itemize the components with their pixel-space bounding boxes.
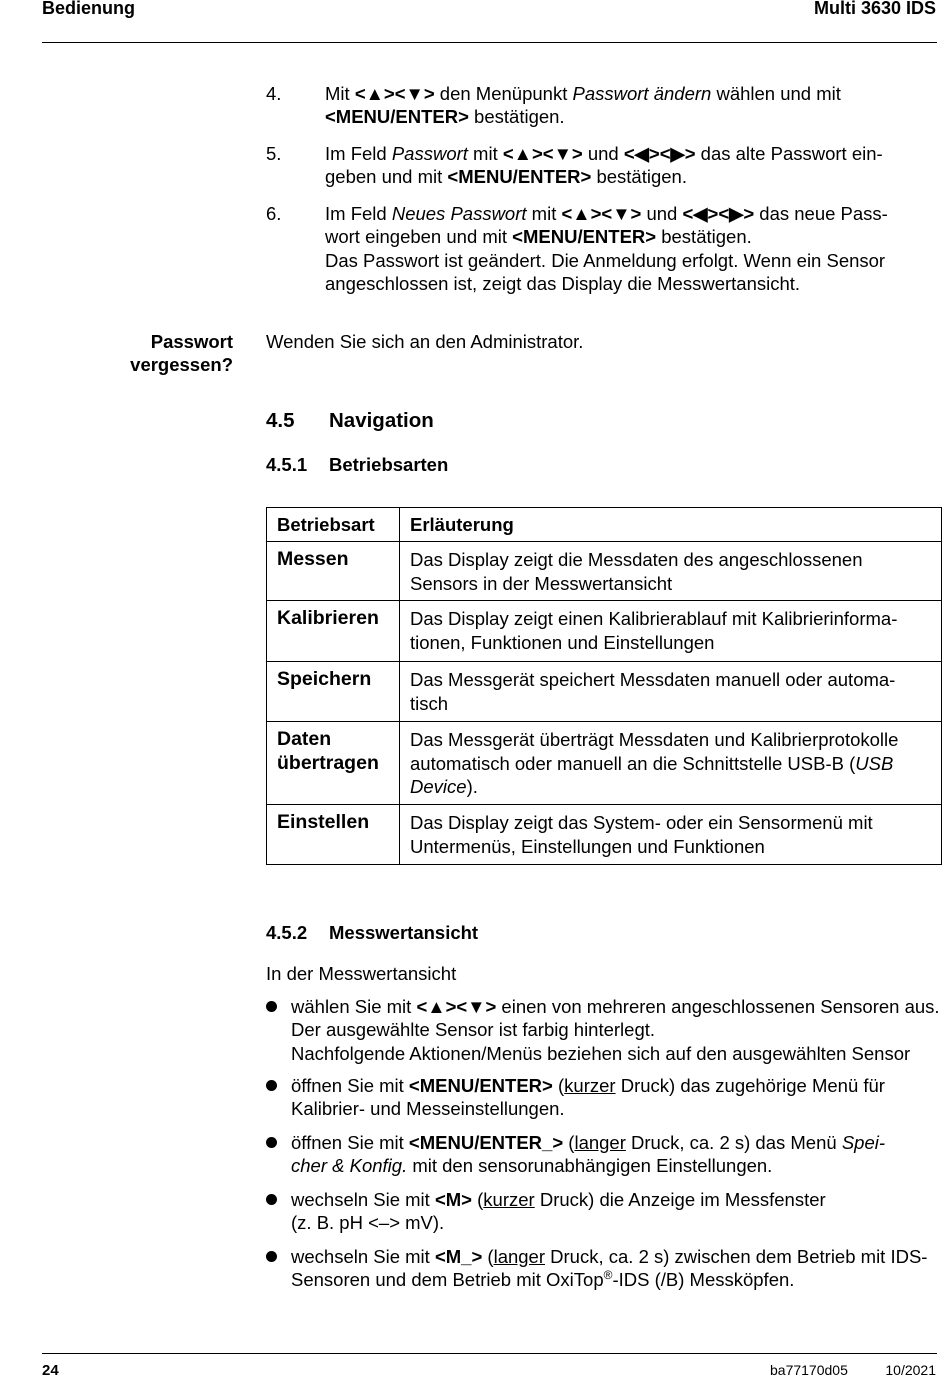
text-segment: Im Feld (325, 143, 392, 164)
key-label: <MENU/ENTER> (408, 1075, 553, 1096)
operating-modes-table (266, 507, 942, 865)
table-row (267, 542, 942, 601)
bullet-icon (266, 1080, 277, 1091)
step-text (325, 142, 945, 189)
bullet-icon (266, 1001, 277, 1012)
document-id: ba77170d05 (770, 1362, 848, 1378)
list-item (266, 1074, 946, 1121)
table-row (267, 662, 942, 722)
forgot-password-label (130, 330, 233, 377)
text-segment: und (582, 143, 624, 164)
text-segment: Im Feld (325, 203, 392, 224)
step-5 (266, 142, 946, 188)
subsection-title: Betriebsarten (329, 454, 449, 475)
emphasis-text: langer (493, 1246, 546, 1267)
table-row (267, 722, 942, 805)
intro-text: In der Messwertansicht (266, 963, 457, 984)
key-label: <MENU/ENTER> (512, 226, 657, 248)
menu-term: Spei- (841, 1132, 886, 1153)
text-segment: das alte Passwort ein- (695, 143, 883, 164)
list-item (266, 1188, 946, 1235)
key-label: <◀><▶> (682, 203, 755, 224)
list-item-text (291, 1188, 946, 1235)
forgot-label-line: vergessen? (130, 354, 233, 376)
emphasis-text: kurzer (483, 1189, 535, 1210)
text-segment: und (641, 203, 683, 224)
list-item-text (291, 995, 946, 1065)
subsection-heading-2 (266, 922, 479, 944)
mode-cell: Speichern (267, 662, 400, 722)
text-segment: Druck, ca. 2 s) zwischen dem Betrieb mit IDS-Sensoren und dem Betrieb mit OxiTop (291, 1246, 928, 1291)
text-segment: wählen Sie mit (291, 996, 417, 1017)
key-label: <▲><▼> (502, 143, 583, 164)
header-section-title: Bedienung (42, 0, 135, 18)
section-title: Navigation (329, 409, 434, 432)
page-number: 24 (42, 1362, 59, 1379)
key-label: <MENU/ENTER_> (408, 1132, 564, 1153)
text-segment: -IDS (/B) Messköpfen. (612, 1269, 795, 1291)
text-segment: mit (467, 143, 503, 164)
menu-term: Passwort (391, 143, 468, 164)
mode-cell: Kalibrieren (267, 601, 400, 662)
text-segment: Das Display zeigt einen Kalibrierablauf mit Kalibrierinforma- (410, 608, 898, 630)
list-item-text (291, 1074, 946, 1121)
subsection-number: 4.5.2 (266, 922, 308, 943)
text-segment: bestätigen. (591, 166, 687, 188)
text-segment: öffnen Sie mit (291, 1075, 409, 1096)
text-segment: Das Messgerät speichert Messdaten manuell oder automa- (410, 669, 896, 691)
forgot-label-line: Passwort (150, 331, 233, 352)
key-label: <MENU/ENTER> (447, 166, 592, 188)
footer-divider (42, 1353, 937, 1354)
list-item-text (291, 1131, 946, 1178)
text-segment: ® (603, 1268, 613, 1283)
text-segment: ( (482, 1246, 494, 1267)
step-text (325, 82, 945, 129)
description-cell (400, 722, 942, 805)
subsection-title: Messwertansicht (329, 922, 479, 943)
bullet-icon (266, 1194, 277, 1205)
text-segment: ). (466, 775, 478, 797)
step-text (325, 202, 945, 295)
key-label: <▲><▼> (354, 83, 435, 104)
text-segment: wechseln Sie mit (291, 1189, 435, 1210)
step-6 (266, 202, 946, 298)
text-segment: Das Display zeigt die Messdaten des angeschlossenen Sensors in der Messwertansicht (410, 549, 863, 594)
text-segment: Das Passwort ist geändert. Die Anmeldung erfolgt. Wenn ein Sensor angeschlossen ist, zeigt das Display die Messwertansicht. (325, 249, 886, 294)
list-item (266, 995, 946, 1065)
text-segment: den Menüpunkt (434, 83, 573, 104)
key-label: <M> (434, 1189, 472, 1210)
section-heading (266, 409, 434, 433)
description-cell (400, 542, 942, 601)
mode-cell: Daten übertragen (267, 722, 400, 805)
bullet-icon (266, 1137, 277, 1148)
text-segment: das neue Pass- (754, 203, 888, 224)
text-segment: Druck) das zugehörige Menü für Kalibrier- und Messeinstellungen. (291, 1075, 885, 1120)
table-row (267, 805, 942, 865)
table-row (267, 601, 942, 662)
text-segment: ( (471, 1189, 484, 1210)
key-label: <MENU/ENTER> (325, 106, 469, 128)
text-segment: Das Display zeigt das System- oder ein Sensormenü mit Untermenüs, Einstellungen und Funktionen (410, 812, 873, 857)
text-segment: Das Messgerät überträgt Messdaten und Kalibrierprotokolle automatisch oder manuell an die Schnittstelle USB-B ( (410, 729, 899, 774)
header-product-name: Multi 3630 IDS (813, 0, 936, 18)
text-segment: tionen, Funktionen und Einstellungen (410, 631, 715, 653)
subsection-number: 4.5.1 (266, 454, 308, 475)
text-segment: (z. B. pH <–> mV). (291, 1212, 445, 1234)
subsection-heading-1 (266, 454, 449, 476)
forgot-password-text: Wenden Sie sich an den Administrator. (266, 331, 584, 352)
emphasis-text: kurzer (564, 1075, 616, 1096)
section-number: 4.5 (266, 409, 295, 432)
mode-cell: Einstellen (267, 805, 400, 865)
table-header-row (267, 508, 942, 542)
description-cell (400, 662, 942, 722)
text-segment: mit (526, 203, 562, 224)
document-date: 10/2021 (885, 1362, 936, 1378)
text-segment: ( (552, 1075, 565, 1096)
list-item (266, 1245, 946, 1292)
text-segment: öffnen Sie mit (291, 1132, 409, 1153)
key-label: <M_> (434, 1246, 483, 1267)
key-label: <▲><▼> (561, 203, 642, 224)
step-4 (266, 82, 946, 128)
key-label: <▲><▼> (416, 996, 497, 1017)
list-item (266, 1131, 946, 1178)
text-segment: Mit (325, 83, 355, 104)
step-number: 5. (266, 143, 282, 164)
list-item-text (291, 1245, 946, 1292)
text-segment: tisch (410, 692, 449, 714)
column-header: Erläuterung (400, 508, 942, 542)
menu-term: Passwort ändern (572, 83, 712, 104)
text-segment: wechseln Sie mit (291, 1246, 435, 1267)
text-segment: Druck) die Anzeige im Messfenster (534, 1189, 826, 1210)
emphasis-text: langer (574, 1132, 626, 1153)
text-segment: bestätigen. (468, 106, 565, 128)
bullet-icon (266, 1251, 277, 1262)
menu-term: cher & Konfig. (291, 1155, 408, 1177)
text-segment: bestätigen. (656, 226, 752, 248)
text-segment: Druck, ca. 2 s) das Menü (625, 1132, 842, 1153)
mode-cell: Messen (267, 542, 400, 601)
step-number: 4. (266, 83, 282, 104)
text-segment: einen von mehreren angeschlossenen Sensoren aus. Der ausgewählte Sensor ist farbig hinterlegt. (291, 996, 940, 1041)
text-segment: wort eingeben und mit (325, 226, 513, 248)
step-number: 6. (266, 203, 282, 224)
description-cell (400, 601, 942, 662)
text-segment: mit den sensorunabhängigen Einstellungen. (407, 1155, 773, 1177)
text-segment: Nachfolgende Aktionen/Menüs beziehen sich auf den ausgewählten Sensor (291, 1042, 911, 1064)
menu-term: Neues Passwort (391, 203, 527, 224)
text-segment: wählen und mit (711, 83, 841, 104)
description-cell (400, 805, 942, 865)
menu-term: USB Device (410, 752, 894, 797)
text-segment: ( (563, 1132, 575, 1153)
key-label: <◀><▶> (623, 143, 696, 164)
header-divider (42, 42, 937, 43)
text-segment: geben und mit (325, 166, 448, 188)
column-header: Betriebsart (267, 508, 400, 542)
